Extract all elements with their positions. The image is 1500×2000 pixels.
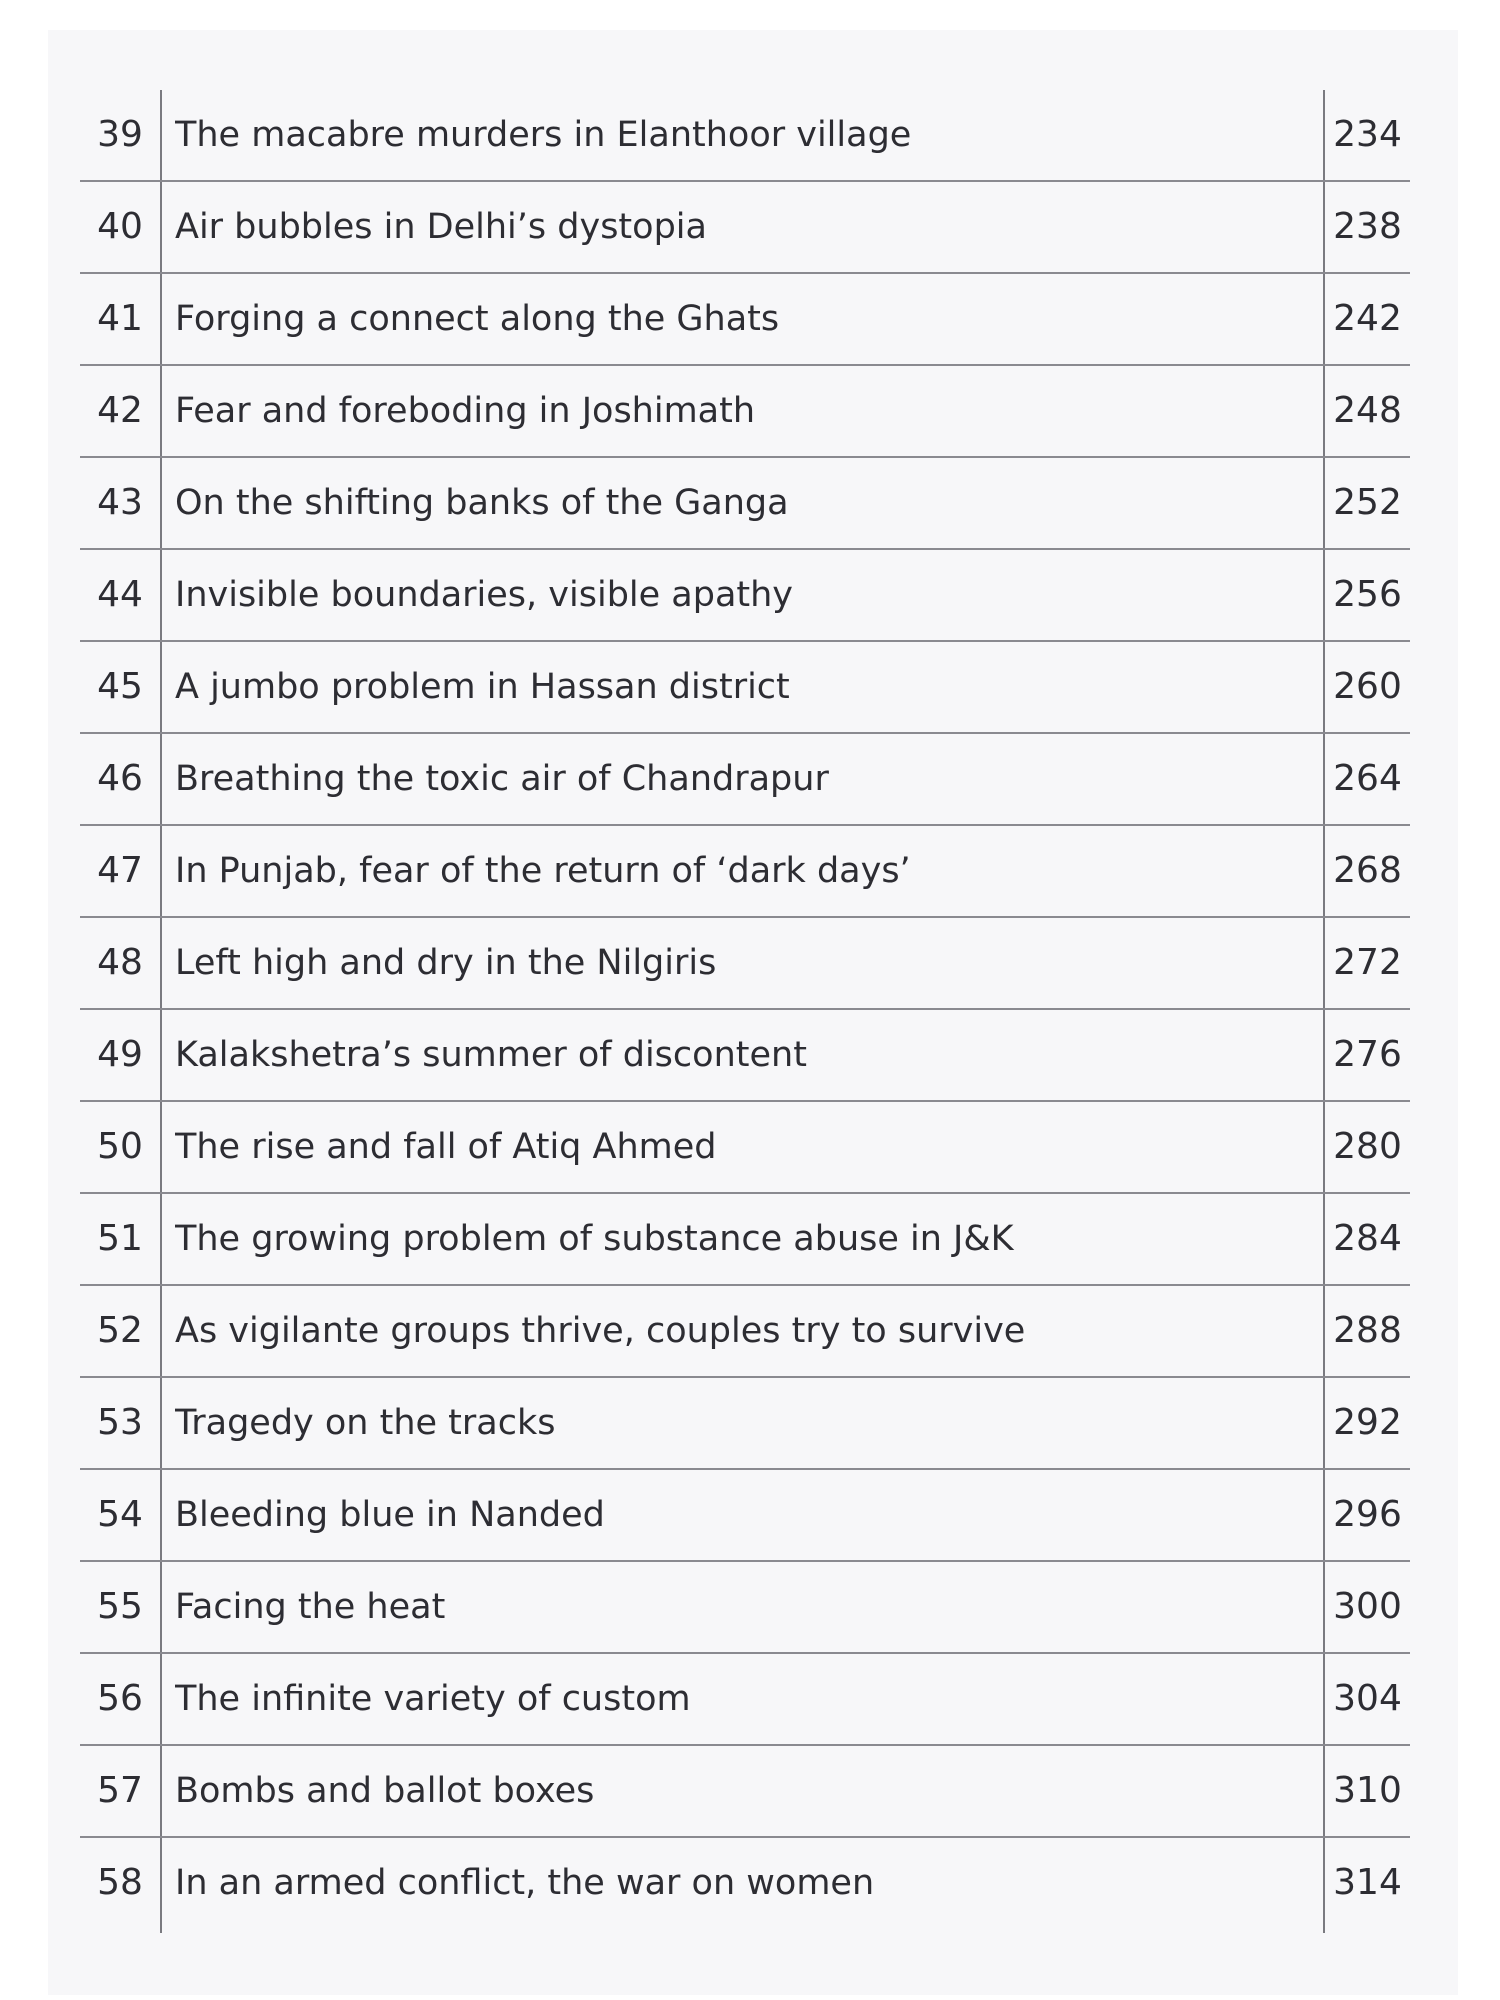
chapter-number: 41 xyxy=(97,298,143,339)
chapter-number: 40 xyxy=(97,206,143,247)
page-number: 238 xyxy=(1333,206,1402,247)
chapter-title: Bombs and ballot boxes xyxy=(175,1771,595,1811)
page-number: 252 xyxy=(1333,482,1402,523)
page-number: 242 xyxy=(1333,298,1402,339)
page-number: 234 xyxy=(1333,114,1402,155)
chapter-title: Breathing the toxic air of Chandrapur xyxy=(175,759,829,799)
chapter-number: 50 xyxy=(97,1126,143,1167)
toc-row xyxy=(80,1838,1410,1930)
chapter-title: Bleeding blue in Nanded xyxy=(175,1495,605,1535)
toc-row xyxy=(80,918,1410,1010)
page-number: 264 xyxy=(1333,758,1402,799)
chapter-number: 47 xyxy=(97,850,143,891)
chapter-number: 53 xyxy=(97,1402,143,1443)
page-number: 288 xyxy=(1333,1310,1402,1351)
chapter-number: 45 xyxy=(97,666,143,707)
toc-row xyxy=(80,1562,1410,1654)
page-number: 248 xyxy=(1333,390,1402,431)
page-number: 256 xyxy=(1333,574,1402,615)
chapter-title: Fear and foreboding in Joshimath xyxy=(175,391,756,431)
toc-row xyxy=(80,90,1410,182)
toc-row xyxy=(80,458,1410,550)
toc-row xyxy=(80,826,1410,918)
chapter-number: 52 xyxy=(97,1310,143,1351)
chapter-title: As vigilante groups thrive, couples try to survive xyxy=(175,1311,1026,1351)
chapter-title: The infinite variety of custom xyxy=(175,1679,691,1719)
chapter-title: Invisible boundaries, visible apathy xyxy=(175,575,794,615)
chapter-title: In an armed conflict, the war on women xyxy=(175,1863,875,1903)
toc-row xyxy=(80,642,1410,734)
chapter-title: The macabre murders in Elanthoor village xyxy=(175,115,912,155)
toc-row xyxy=(80,1654,1410,1746)
page-number: 284 xyxy=(1333,1218,1402,1259)
page-number: 314 xyxy=(1333,1862,1402,1903)
chapter-number: 44 xyxy=(97,574,143,615)
toc-row xyxy=(80,1194,1410,1286)
page-number: 260 xyxy=(1333,666,1402,707)
page-number: 268 xyxy=(1333,850,1402,891)
toc-row xyxy=(80,182,1410,274)
toc-row xyxy=(80,1378,1410,1470)
page-number: 304 xyxy=(1333,1678,1402,1719)
toc-row xyxy=(80,1746,1410,1838)
chapter-number: 56 xyxy=(97,1678,143,1719)
chapter-title: In Punjab, fear of the return of ‘dark days’ xyxy=(175,851,911,891)
chapter-number: 51 xyxy=(97,1218,143,1259)
chapter-number: 58 xyxy=(97,1862,143,1903)
page-number: 310 xyxy=(1333,1770,1402,1811)
chapter-title: Kalakshetra’s summer of discontent xyxy=(175,1035,807,1075)
chapter-title: The growing problem of substance abuse in J&K xyxy=(175,1219,1014,1259)
toc-row xyxy=(80,366,1410,458)
toc-row xyxy=(80,550,1410,642)
page-number: 280 xyxy=(1333,1126,1402,1167)
toc-row xyxy=(80,1470,1410,1562)
page-number: 276 xyxy=(1333,1034,1402,1075)
chapter-title: Forging a connect along the Ghats xyxy=(175,299,780,339)
chapter-number: 42 xyxy=(97,390,143,431)
toc-row xyxy=(80,1010,1410,1102)
page-number: 292 xyxy=(1333,1402,1402,1443)
page-number: 296 xyxy=(1333,1494,1402,1535)
chapter-title: Tragedy on the tracks xyxy=(175,1403,556,1443)
toc-row xyxy=(80,734,1410,826)
page-number: 300 xyxy=(1333,1586,1402,1627)
chapter-number: 57 xyxy=(97,1770,143,1811)
chapter-title: Facing the heat xyxy=(175,1587,446,1627)
toc-row xyxy=(80,274,1410,366)
toc-row xyxy=(80,1286,1410,1378)
chapter-title: The rise and fall of Atiq Ahmed xyxy=(175,1127,717,1167)
chapter-number: 54 xyxy=(97,1494,143,1535)
chapter-number: 55 xyxy=(97,1586,143,1627)
table-of-contents xyxy=(80,90,1410,1933)
chapter-number: 48 xyxy=(97,942,143,983)
chapter-number: 39 xyxy=(97,114,143,155)
chapter-number: 43 xyxy=(97,482,143,523)
chapter-number: 46 xyxy=(97,758,143,799)
chapter-title: A jumbo problem in Hassan district xyxy=(175,667,790,707)
chapter-title: Air bubbles in Delhi’s dystopia xyxy=(175,207,707,247)
chapter-title: On the shifting banks of the Ganga xyxy=(175,483,789,523)
chapter-title: Left high and dry in the Nilgiris xyxy=(175,943,717,983)
toc-row xyxy=(80,1102,1410,1194)
page-number: 272 xyxy=(1333,942,1402,983)
chapter-number: 49 xyxy=(97,1034,143,1075)
